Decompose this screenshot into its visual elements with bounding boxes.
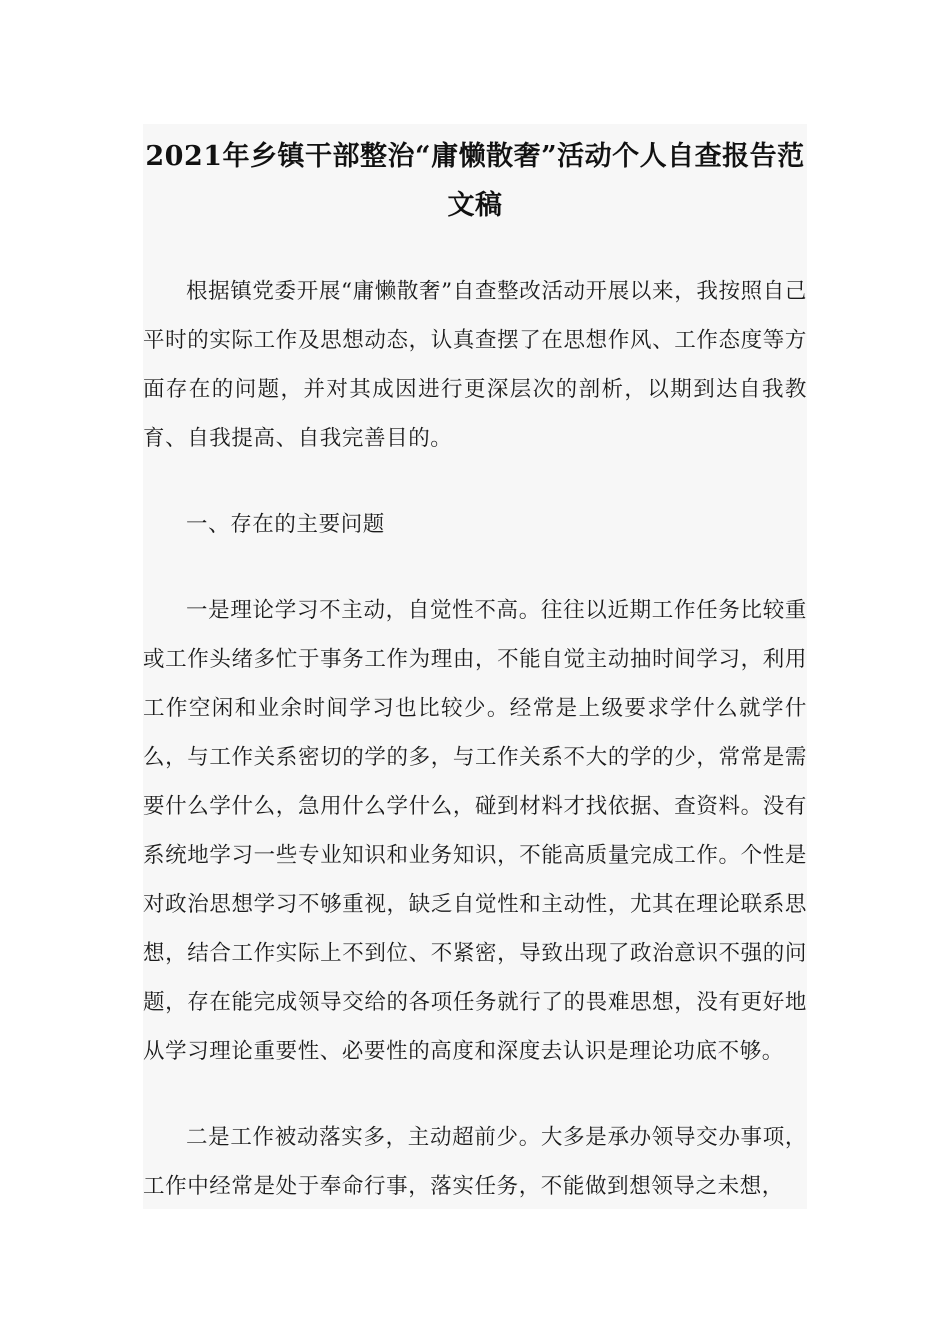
paragraph-point-two: 二是工作被动落实多，主动超前少。大多是承办领导交办事项，工作中经常是处于奉命行事，落实任务，不能做到想领导之未想， <box>143 1125 807 1199</box>
paragraph-intro: 根据镇党委开展“庸懒散奢”自查整改活动开展以来，我按照自己平时的实际工作及思想动态，认真查摆了在思想作风、工作态度等方面存在的问题，并对其成因进行更深层次的剖析，以期到达自我教育、自我提高、自我完善目的。 <box>143 279 807 451</box>
document-title: 2021年乡镇干部整治“庸懒散奢”活动个人自查报告范文稿 <box>145 141 805 221</box>
paragraph-point-one: 一是理论学习不主动，自觉性不高。往往以近期工作任务比较重或工作头绪多忙于事务工作为理由，不能自觉主动抽时间学习，利用工作空闲和业余时间学习也比较少。经常是上级要求学什么就学什么，与工作关系密切的学的多，与工作关系不大的学的少，常常是需要什么学什么，急用什么学什么，碰到材料才找依据、查资料。没有系统地学习一些专业知识和业务知识，不能高质量完成工作。个性是对政治思想学习不够重视，缺乏自觉性和主动性，尤其在理论联系思想，结合工作实际上不到位、不紧密，导致出现了政治意识不强的问题，存在能完成领导交给的各项任务就行了的畏难思想，没有更好地从学习理论重要性、必要性的高度和深度去认识是理论功底不够。 <box>143 598 807 1064</box>
section-heading: 一、存在的主要问题 <box>186 512 385 537</box>
document-page <box>143 124 807 1209</box>
